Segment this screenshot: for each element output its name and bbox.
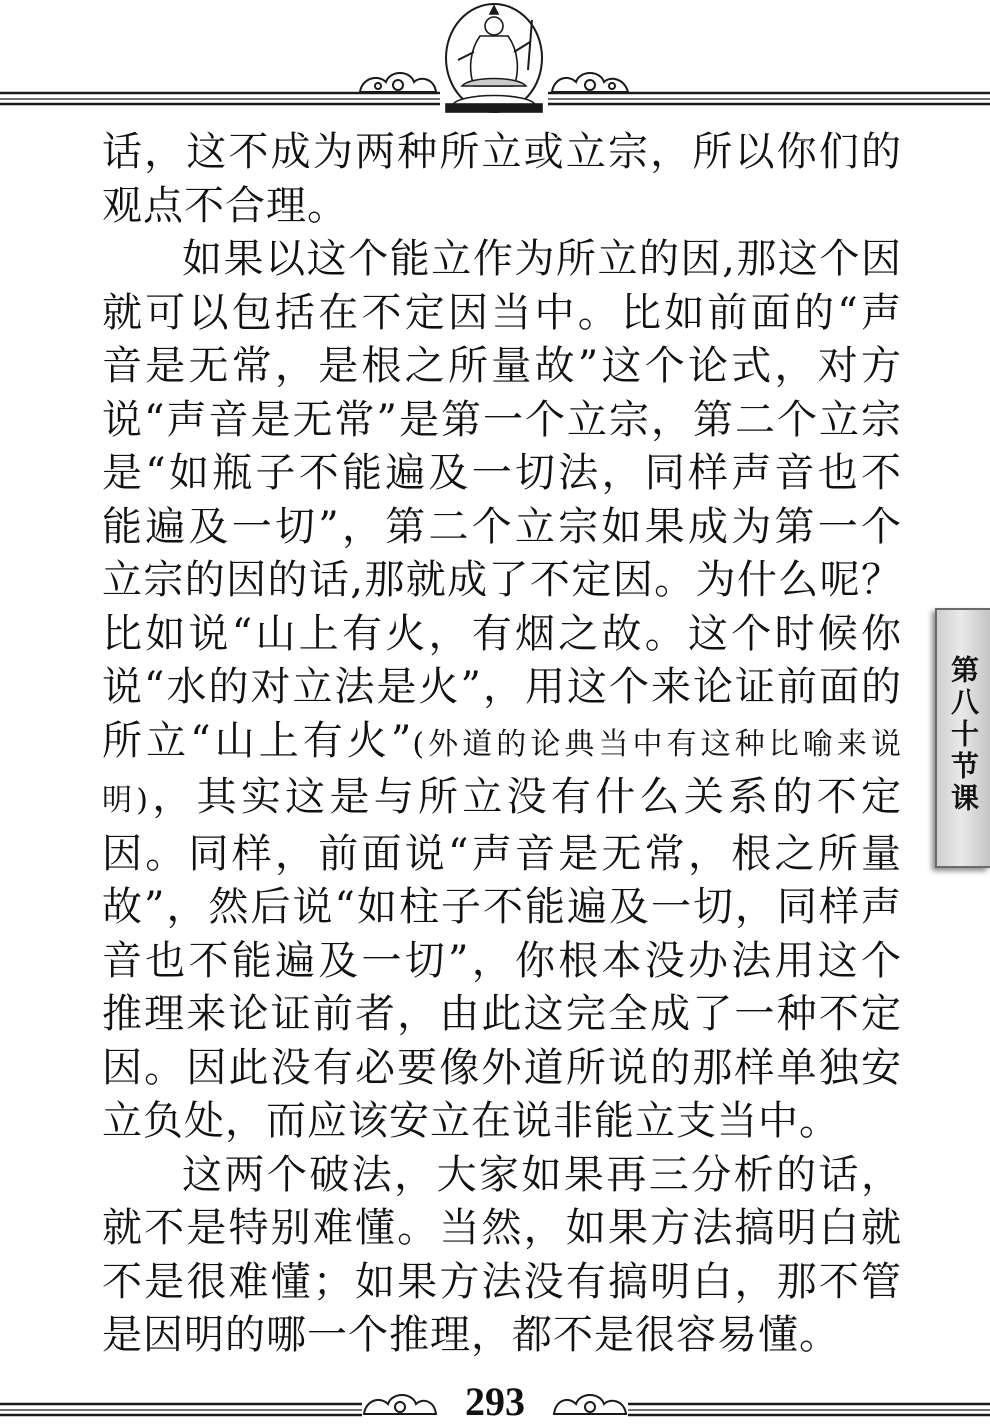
body-paragraph [102, 126, 902, 233]
inline-note: (外道的论典当中有这种比喻来说明) [102, 726, 902, 818]
paragraph-text: 如果以这个能立作为所立的因,那这个因就可以包括在不定因当中。比如前面的“声音是无常，是根之所量故”这个论式，对方说“声音是无常”是第一个立宗，第二个立宗是“如瓶子不能遍及一切法，同样声音也不能遍及一切”，第二个立宗如果成为第一个立宗的因的话,那就成了不定因。为什么呢？比如说“山上有火，有烟之故。这个时候你说“水的对立法是火”，用这个来论证前面的所立“山上有火” [102, 236, 902, 764]
paragraph-text: ，其实这是与所立没有什么关系的不定因。同样，前面说“声音是无常，根之所量故”，然后说“如柱子不能遍及一切，同样声音也不能遍及一切”，你根本没办法用这个推理来论证前者，由此这完全成了一种不定因。因此没有必要像外道所说的那样单独安立负处，而应该安立在说非能立支当中。 [102, 774, 902, 1144]
body-paragraph [102, 1149, 902, 1363]
page-number: 293 [465, 1379, 525, 1424]
cloud-scroll-left-icon [360, 73, 436, 92]
chapter-side-tab [935, 608, 990, 868]
chapter-tab-label: 第八十节课 [947, 655, 980, 815]
cloud-scroll-right-icon [552, 73, 628, 92]
deity-thangka-icon [446, 4, 542, 112]
header-ornament [0, 0, 990, 115]
page-body-text [102, 126, 902, 1363]
body-paragraph [102, 233, 902, 1149]
footer-cloud-left-icon [364, 1395, 436, 1414]
paragraph-text: 这两个破法，大家如果再三分析的话，就不是特别难懂。当然，如果方法搞明白就不是很难懂；如果方法没有搞明白，那不管是因明的哪一个推理，都不是很容易懂。 [102, 1151, 902, 1358]
footer-cloud-right-icon [554, 1395, 626, 1414]
paragraph-text: 话，这不成为两种所立或立宗，所以你们的观点不合理。 [102, 129, 902, 229]
